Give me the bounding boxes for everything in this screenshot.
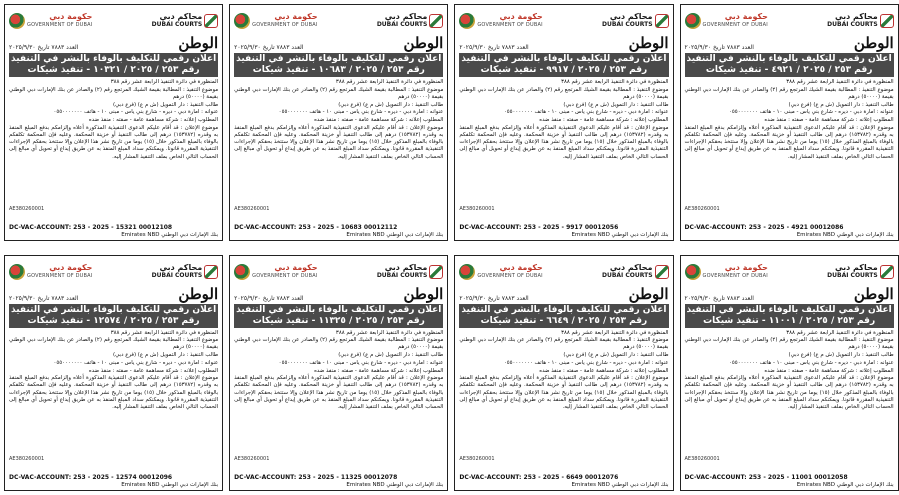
courts-emblem-icon xyxy=(429,14,443,28)
courts-emblem-icon xyxy=(655,265,669,279)
address-line: عنوانه : امارة دبي - ديره - شارع بني ياس - مبنى ١٠ - هاتف ٠٥٥٠٠٠٠٠٠٠ xyxy=(278,109,444,116)
courts-en: DUBAI COURTS xyxy=(827,21,878,28)
government-of-dubai-logo xyxy=(9,264,92,280)
subject-line: موضوع التنفيذ : المطالبة بقيمة الشيك المرتجع رقم (٢) والصادر عن بنك الإمارات دبي الوطني بقيمة (٥٠٠٠٠) درهم xyxy=(234,337,444,351)
case-number: رقم ٢٥٣ / ٢٠٢٥ / ٦٦٤٩ - تنفيذ شيكات xyxy=(480,315,648,326)
dubai-en: GOVERNMENT OF DUBAI xyxy=(477,272,543,279)
dubai-ar: حكومة دبي xyxy=(724,262,768,272)
headline-line-1: اعلان رقمي للتكليف بالوفاء بالنشر في التنفيذ xyxy=(11,304,217,315)
bank-line: بنك الإمارات دبي الوطني Emirates NBD xyxy=(571,231,669,238)
notice-text: موضوع الإعلان : قد أقام عليكم الدعوى التنفيذية المذكورة أعلاه وإلزامكم بدفع المبلغ المنفذ به وقدره (١٥٣٧٨٢) درهم إلى طالب التنفيذ أو خزينة المحكمة. وعليه فإن المحكمة تكلفكم بالوفاء بالمبلغ المذكور خلال (١٥) يوما من تاريخ نشر هذا الإعلان وإلا ستتخذ بحقكم الإجراءات التنفيذية المقررة قانونا. ويمكنكم سداد المبلغ المنفذ به عن طريق إيداع أو تحويل أي مبالغ إلى الحساب التالي الخاص بملف التنفيذ المشار إليه. xyxy=(459,124,669,160)
subject-line: موضوع التنفيذ : المطالبة بقيمة الشيك المرتجع رقم (٢) والصادر عن بنك الإمارات دبي الوطني بقيمة (٥٠٠٠٠) درهم xyxy=(684,337,894,351)
subject-line: موضوع التنفيذ : المطالبة بقيمة الشيك المرتجع رقم (٢) والصادر عن بنك الإمارات دبي الوطني بقيمة (٥٠٠٠٠) درهم xyxy=(459,337,669,351)
courts-en: DUBAI COURTS xyxy=(376,271,428,279)
bank-line: بنك الإمارات دبي الوطني Emirates NBD xyxy=(346,482,444,488)
court-line: المنظورة في دائرة التنفيذ الرابعة عشر رقم ٣٨٨ xyxy=(110,79,219,85)
address-line: عنوانه : امارة دبي - ديره - شارع بني ياس - مبنى ١٠ - هاتف ٠٥٥٠٠٠٠٠٠٠ xyxy=(729,109,894,116)
notices-grid xyxy=(4,4,894,491)
dubai-ar: حكومة دبي xyxy=(274,12,318,21)
dubai-crest-icon xyxy=(685,264,701,280)
newspaper-name: الوطن xyxy=(403,284,444,303)
dubai-ar: حكومة دبي xyxy=(274,262,318,272)
bank-line: بنك الإمارات دبي الوطني Emirates NBD xyxy=(121,482,219,488)
account-line: DC-VAC-ACCOUNT: 253 - 2025 - 12574 00012096 xyxy=(9,474,173,481)
address-line: عنوانه : امارة دبي - ديره - شارع بني ياس - مبنى ١٠ - هاتف ٠٥٥٠٠٠٠٠٠٠ xyxy=(729,359,894,366)
case-number: رقم ٢٥٣ / ٢٠٢٥ / ١١٣٢٥ - تنفيذ شيكات xyxy=(252,315,425,326)
courts-en: DUBAI COURTS xyxy=(151,21,203,28)
courts-emblem-icon xyxy=(429,265,443,279)
case-number: رقم ٢٥٣ / ٢٠٢٥ / ١١٠٠١ - تنفيذ شيكات xyxy=(703,315,876,326)
dubai-en: GOVERNMENT OF DUBAI xyxy=(477,22,543,28)
applicant-line: طالب التنفيذ : دار التمويل (ش م ع) (فرع دبي) xyxy=(563,101,669,108)
dubai-en: GOVERNMENT OF DUBAI xyxy=(252,272,318,279)
notice-text: موضوع الإعلان : قد أقام عليكم الدعوى التنفيذية المذكورة أعلاه وإلزامكم بدفع المبلغ المنفذ به وقدره (١٥٣٧٨٢) درهم إلى طالب التنفيذ أو خزينة المحكمة. وعليه فإن المحكمة تكلفكم بالوفاء بالمبلغ المذكور خلال (١٥) يوما من تاريخ نشر هذا الإعلان وإلا ستتخذ بحقكم الإجراءات التنفيذية المقررة قانونا. ويمكنكم سداد المبلغ المنفذ به عن طريق إيداع أو تحويل أي مبالغ إلى الحساب التالي الخاص بملف التنفيذ المشار إليه. xyxy=(684,124,894,160)
notified-line: المطلوب إعلانه : شركة مساهمة عامة - صفته : منفذ ضده xyxy=(539,367,669,374)
issue-date: العدد ٧٨٨٣ تاريخ ٢٠٢٥/٩/٣٠ xyxy=(684,44,754,51)
dubai-crest-icon xyxy=(234,264,250,280)
courts-en: DUBAI COURTS xyxy=(601,271,653,279)
case-number: رقم ٢٥٣ / ٢٠٢٥ / ٤٩٢١ - تنفيذ شيكات xyxy=(705,65,873,75)
case-number: رقم ٢٥٣ / ٢٠٢٥ / ١٠٣٢١ - تنفيذ شيكات xyxy=(27,65,200,75)
notified-line: المطلوب إعلانه : شركة مساهمة عامة - صفته : منفذ ضده xyxy=(764,367,894,374)
applicant-line: طالب التنفيذ : دار التمويل (ش م ع) (فرع دبي) xyxy=(788,352,894,359)
newspaper-name: الوطن xyxy=(853,34,894,52)
applicant-line: طالب التنفيذ : دار التمويل (ش م ع) (فرع دبي) xyxy=(113,352,219,359)
dubai-ar: حكومة دبي xyxy=(499,12,543,21)
account-line: DC-VAC-ACCOUNT: 253 - 2025 - 9917 00012056 xyxy=(459,223,619,231)
dubai-crest-icon xyxy=(459,13,475,29)
applicant-line: طالب التنفيذ : دار التمويل (ش م ع) (فرع دبي) xyxy=(563,352,669,359)
dubai-crest-icon xyxy=(234,13,250,29)
notified-line: المطلوب إعلانه : شركة مساهمة عامة - صفته : منفذ ضده xyxy=(314,367,444,374)
notice-card xyxy=(4,4,223,241)
newspaper-name: الوطن xyxy=(628,34,669,52)
dubai-ar: حكومة دبي xyxy=(49,262,93,272)
notice-headline xyxy=(234,304,443,328)
dubai-crest-icon xyxy=(685,13,701,29)
subject-line: موضوع التنفيذ : المطالبة بقيمة الشيك المرتجع رقم (٢) والصادر عن بنك الإمارات دبي الوطني بقيمة (٥٠٠٠٠) درهم xyxy=(684,86,894,100)
newspaper-name: الوطن xyxy=(178,284,219,303)
notice-headline xyxy=(685,53,894,77)
issue-date: العدد ٧٨٨٣ تاريخ ٢٠٢٥/٩/٣٠ xyxy=(459,44,529,51)
notice-header xyxy=(234,259,443,285)
issue-date: العدد ٧٨٨٣ تاريخ ٢٠٢٥/٩/٣٠ xyxy=(684,294,754,302)
headline-line-1: اعلان رقمي للتكليف بالوفاء بالنشر في التنفيذ xyxy=(236,54,442,64)
court-line: المنظورة في دائرة التنفيذ الرابعة عشر رقم ٣٨٨ xyxy=(335,329,444,336)
iban-code: AE380260001 xyxy=(234,205,270,212)
court-line: المنظورة في دائرة التنفيذ الرابعة عشر رقم ٣٨٨ xyxy=(110,329,219,336)
case-number: رقم ٢٥٣ / ٢٠٢٥ / ١٠٦٨٣ - تنفيذ شيكات xyxy=(252,65,425,75)
notice-header xyxy=(459,259,668,285)
notice-headline xyxy=(9,304,218,328)
court-line: المنظورة في دائرة التنفيذ الرابعة عشر رقم ٣٨٨ xyxy=(786,79,894,85)
account-line: DC-VAC-ACCOUNT: 253 - 2025 - 11001 00012058 xyxy=(684,474,848,481)
courts-ar: محاكم دبي xyxy=(159,12,203,21)
applicant-line: طالب التنفيذ : دار التمويل (ش م ع) (فرع دبي) xyxy=(113,101,219,108)
courts-ar: محاكم دبي xyxy=(835,262,878,272)
applicant-line: طالب التنفيذ : دار التمويل (ش م ع) (فرع دبي) xyxy=(788,101,894,108)
notice-card xyxy=(454,4,673,241)
dubai-courts-logo xyxy=(377,264,444,280)
headline-line-1: اعلان رقمي للتكليف بالوفاء بالنشر في التنفيذ xyxy=(236,304,442,315)
notice-body xyxy=(234,79,443,223)
bank-line: بنك الإمارات دبي الوطني Emirates NBD xyxy=(796,482,894,488)
dubai-ar: حكومة دبي xyxy=(724,12,768,21)
notice-headline xyxy=(9,53,218,77)
notice-headline xyxy=(459,53,668,77)
courts-ar: محاكم دبي xyxy=(835,12,878,21)
iban-code: AE380260001 xyxy=(684,456,720,462)
notice-headline xyxy=(459,304,668,328)
notice-header xyxy=(234,8,443,34)
iban-code: AE380260001 xyxy=(9,456,45,462)
notice-header xyxy=(685,259,894,285)
courts-ar: محاكم دبي xyxy=(159,262,203,272)
courts-en: DUBAI COURTS xyxy=(827,271,878,279)
address-line: عنوانه : امارة دبي - ديره - شارع بني ياس - مبنى ١٠ - هاتف ٠٥٥٠٠٠٠٠٠٠ xyxy=(53,109,219,116)
dubai-crest-icon xyxy=(459,264,475,280)
notice-text: موضوع الإعلان : قد أقام عليكم الدعوى التنفيذية المذكورة أعلاه وإلزامكم بدفع المبلغ المنفذ به وقدره (١٥٣٧٨٢) درهم إلى طالب التنفيذ أو خزينة المحكمة. وعليه فإن المحكمة تكلفكم بالوفاء بالمبلغ المذكور خلال (١٥) يوما من تاريخ نشر هذا الإعلان وإلا ستتخذ بحقكم الإجراءات التنفيذية المقررة قانونا. ويمكنكم سداد المبلغ المنفذ به عن طريق إيداع أو تحويل أي مبالغ إلى الحساب التالي الخاص بملف التنفيذ المشار إليه. xyxy=(684,375,894,411)
notice-header xyxy=(9,8,218,34)
court-line: المنظورة في دائرة التنفيذ الرابعة عشر رقم ٣٨٨ xyxy=(786,329,894,336)
notified-line: المطلوب إعلانه : شركة مساهمة عامة - صفته : منفذ ضده xyxy=(539,117,669,124)
subject-line: موضوع التنفيذ : المطالبة بقيمة الشيك المرتجع رقم (٢) والصادر عن بنك الإمارات دبي الوطني بقيمة (٥٠٠٠٠) درهم xyxy=(9,86,219,100)
court-line: المنظورة في دائرة التنفيذ الرابعة عشر رقم ٣٨٨ xyxy=(561,79,669,85)
dubai-courts-logo xyxy=(827,13,894,29)
notice-card xyxy=(680,4,899,241)
issue-date: العدد ٧٨٨٣ تاريخ ٢٠٢٥/٩/٣٠ xyxy=(459,294,529,302)
dubai-courts-logo xyxy=(152,264,219,280)
headline-line-1: اعلان رقمي للتكليف بالوفاء بالنشر في التنفيذ xyxy=(686,304,892,315)
dubai-courts-logo xyxy=(152,13,219,29)
government-of-dubai-logo xyxy=(234,264,317,280)
notified-line: المطلوب إعلانه : شركة مساهمة عامة - صفته : منفذ ضده xyxy=(88,117,219,124)
newspaper-name: الوطن xyxy=(403,34,444,52)
address-line: عنوانه : امارة دبي - ديره - شارع بني ياس - مبنى ١٠ - هاتف ٠٥٥٠٠٠٠٠٠٠ xyxy=(503,109,669,116)
courts-ar: محاكم دبي xyxy=(384,12,428,21)
courts-en: DUBAI COURTS xyxy=(376,21,428,28)
account-line: DC-VAC-ACCOUNT: 253 - 2025 - 10683 00012112 xyxy=(234,223,398,231)
notice-headline xyxy=(685,304,894,328)
headline-line-1: اعلان رقمي للتكليف بالوفاء بالنشر في التنفيذ xyxy=(461,304,667,315)
iban-code: AE380260001 xyxy=(684,205,720,212)
government-of-dubai-logo xyxy=(459,13,542,29)
dubai-en: GOVERNMENT OF DUBAI xyxy=(252,22,318,28)
government-of-dubai-logo xyxy=(9,13,92,29)
notice-body xyxy=(9,79,218,223)
notice-headline xyxy=(234,53,443,77)
iban-code: AE380260001 xyxy=(234,456,270,462)
address-line: عنوانه : امارة دبي - ديره - شارع بني ياس - مبنى ١٠ - هاتف ٠٥٥٠٠٠٠٠٠٠ xyxy=(53,359,219,366)
account-line: DC-VAC-ACCOUNT: 253 - 2025 - 11325 00012078 xyxy=(234,474,398,481)
notice-header xyxy=(459,8,668,34)
courts-emblem-icon xyxy=(880,265,894,279)
dubai-courts-logo xyxy=(827,264,894,280)
courts-ar: محاكم دبي xyxy=(609,12,653,21)
address-line: عنوانه : امارة دبي - ديره - شارع بني ياس - مبنى ١٠ - هاتف ٠٥٥٠٠٠٠٠٠٠ xyxy=(503,359,669,366)
applicant-line: طالب التنفيذ : دار التمويل (ش م ع) (فرع دبي) xyxy=(338,352,444,359)
headline-line-1: اعلان رقمي للتكليف بالوفاء بالنشر في التنفيذ xyxy=(461,54,667,64)
court-line: المنظورة في دائرة التنفيذ الرابعة عشر رقم ٣٨٨ xyxy=(561,329,669,336)
iban-code: AE380260001 xyxy=(459,456,495,462)
subject-line: موضوع التنفيذ : المطالبة بقيمة الشيك المرتجع رقم (٢) والصادر عن بنك الإمارات دبي الوطني بقيمة (٥٠٠٠٠) درهم xyxy=(459,86,669,100)
issue-date: العدد ٧٨٨٣ تاريخ ٢٠٢٥/٩/٣٠ xyxy=(9,294,79,302)
newspaper-name: الوطن xyxy=(853,284,894,303)
dubai-en: GOVERNMENT OF DUBAI xyxy=(702,22,768,28)
dubai-crest-icon xyxy=(9,264,25,280)
courts-en: DUBAI COURTS xyxy=(601,21,653,28)
newspaper-name: الوطن xyxy=(178,34,219,52)
subject-line: موضوع التنفيذ : المطالبة بقيمة الشيك المرتجع رقم (٢) والصادر عن بنك الإمارات دبي الوطني بقيمة (٥٠٠٠٠) درهم xyxy=(234,86,444,100)
notice-body xyxy=(459,330,668,474)
dubai-courts-logo xyxy=(602,264,669,280)
case-number: رقم ٢٥٣ / ٢٠٢٥ / ٩٩١٧ - تنفيذ شيكات xyxy=(480,65,648,75)
account-line: DC-VAC-ACCOUNT: 253 - 2025 - 6649 00012076 xyxy=(459,474,619,481)
courts-ar: محاكم دبي xyxy=(609,262,653,272)
notice-card xyxy=(680,255,899,492)
issue-date: العدد ٧٨٨٣ تاريخ ٢٠٢٥/٩/٣٠ xyxy=(9,44,79,51)
case-number: رقم ٢٥٣ / ٢٠٢٥ / ١٢٥٧٤ - تنفيذ شيكات xyxy=(27,315,200,326)
government-of-dubai-logo xyxy=(459,264,542,280)
account-line: DC-VAC-ACCOUNT: 253 - 2025 - 4921 00012086 xyxy=(684,223,844,231)
iban-code: AE380260001 xyxy=(459,205,495,212)
dubai-en: GOVERNMENT OF DUBAI xyxy=(27,272,93,279)
notice-text: موضوع الإعلان : قد أقام عليكم الدعوى التنفيذية المذكورة أعلاه وإلزامكم بدفع المبلغ المنفذ به وقدره (١٥٣٧٨٢) درهم إلى طالب التنفيذ أو خزينة المحكمة. وعليه فإن المحكمة تكلفكم بالوفاء بالمبلغ المذكور خلال (١٥) يوما من تاريخ نشر هذا الإعلان وإلا ستتخذ بحقكم الإجراءات التنفيذية المقررة قانونا. ويمكنكم سداد المبلغ المنفذ به عن طريق إيداع أو تحويل أي مبالغ إلى الحساب التالي الخاص بملف التنفيذ المشار إليه. xyxy=(459,375,669,411)
government-of-dubai-logo xyxy=(685,264,768,280)
subject-line: موضوع التنفيذ : المطالبة بقيمة الشيك المرتجع رقم (٢) والصادر عن بنك الإمارات دبي الوطني بقيمة (٥٠٠٠٠) درهم xyxy=(9,337,219,351)
address-line: عنوانه : امارة دبي - ديره - شارع بني ياس - مبنى ١٠ - هاتف ٠٥٥٠٠٠٠٠٠٠ xyxy=(278,359,444,366)
notice-body xyxy=(459,79,668,223)
issue-date: العدد ٧٨٨٣ تاريخ ٢٠٢٥/٩/٣٠ xyxy=(234,294,304,302)
courts-ar: محاكم دبي xyxy=(384,262,428,272)
notice-header xyxy=(685,8,894,34)
issue-date: العدد ٧٨٨٣ تاريخ ٢٠٢٥/٩/٣٠ xyxy=(234,44,304,51)
bank-line: بنك الإمارات دبي الوطني Emirates NBD xyxy=(571,482,669,488)
dubai-ar: حكومة دبي xyxy=(49,12,93,21)
government-of-dubai-logo xyxy=(685,13,768,29)
courts-emblem-icon xyxy=(204,14,218,28)
notice-body xyxy=(685,330,894,474)
bank-line: بنك الإمارات دبي الوطني Emirates NBD xyxy=(346,231,444,238)
courts-emblem-icon xyxy=(204,265,218,279)
courts-emblem-icon xyxy=(655,14,669,28)
iban-code: AE380260001 xyxy=(9,205,45,212)
account-line: DC-VAC-ACCOUNT: 253 - 2025 - 15321 00012108 xyxy=(9,223,173,231)
notice-text: موضوع الإعلان : قد أقام عليكم الدعوى التنفيذية المذكورة أعلاه وإلزامكم بدفع المبلغ المنفذ به وقدره (١٥٣٧٨٢) درهم إلى طالب التنفيذ أو خزينة المحكمة. وعليه فإن المحكمة تكلفكم بالوفاء بالمبلغ المذكور خلال (١٥) يوما من تاريخ نشر هذا الإعلان وإلا ستتخذ بحقكم الإجراءات التنفيذية المقررة قانونا. ويمكنكم سداد المبلغ المنفذ به عن طريق إيداع أو تحويل أي مبالغ إلى الحساب التالي الخاص بملف التنفيذ المشار إليه. xyxy=(234,124,444,160)
courts-en: DUBAI COURTS xyxy=(151,271,203,279)
notice-text: موضوع الإعلان : قد أقام عليكم الدعوى التنفيذية المذكورة أعلاه وإلزامكم بدفع المبلغ المنفذ به وقدره (١٥٣٧٨٢) درهم إلى طالب التنفيذ أو خزينة المحكمة. وعليه فإن المحكمة تكلفكم بالوفاء بالمبلغ المذكور خلال (١٥) يوما من تاريخ نشر هذا الإعلان وإلا ستتخذ بحقكم الإجراءات التنفيذية المقررة قانونا. ويمكنكم سداد المبلغ المنفذ به عن طريق إيداع أو تحويل أي مبالغ إلى الحساب التالي الخاص بملف التنفيذ المشار إليه. xyxy=(9,124,219,160)
notice-body xyxy=(9,330,218,474)
notice-card xyxy=(229,4,448,241)
notice-card xyxy=(4,255,223,492)
notice-card xyxy=(229,255,448,492)
applicant-line: طالب التنفيذ : دار التمويل (ش م ع) (فرع دبي) xyxy=(338,101,444,108)
newspaper-name: الوطن xyxy=(628,284,669,303)
notice-text: موضوع الإعلان : قد أقام عليكم الدعوى التنفيذية المذكورة أعلاه وإلزامكم بدفع المبلغ المنفذ به وقدره (١٥٣٧٨٢) درهم إلى طالب التنفيذ أو خزينة المحكمة. وعليه فإن المحكمة تكلفكم بالوفاء بالمبلغ المذكور خلال (١٥) يوما من تاريخ نشر هذا الإعلان وإلا ستتخذ بحقكم الإجراءات التنفيذية المقررة قانونا. ويمكنكم سداد المبلغ المنفذ به عن طريق إيداع أو تحويل أي مبالغ إلى الحساب التالي الخاص بملف التنفيذ المشار إليه. xyxy=(9,375,219,411)
dubai-en: GOVERNMENT OF DUBAI xyxy=(27,22,93,28)
dubai-crest-icon xyxy=(9,13,25,29)
bank-line: بنك الإمارات دبي الوطني Emirates NBD xyxy=(796,231,894,238)
notified-line: المطلوب إعلانه : شركة مساهمة عامة - صفته : منفذ ضده xyxy=(764,117,894,124)
notice-text: موضوع الإعلان : قد أقام عليكم الدعوى التنفيذية المذكورة أعلاه وإلزامكم بدفع المبلغ المنفذ به وقدره (١٥٣٧٨٢) درهم إلى طالب التنفيذ أو خزينة المحكمة. وعليه فإن المحكمة تكلفكم بالوفاء بالمبلغ المذكور خلال (١٥) يوما من تاريخ نشر هذا الإعلان وإلا ستتخذ بحقكم الإجراءات التنفيذية المقررة قانونا. ويمكنكم سداد المبلغ المنفذ به عن طريق إيداع أو تحويل أي مبالغ إلى الحساب التالي الخاص بملف التنفيذ المشار إليه. xyxy=(234,375,444,411)
bank-line: بنك الإمارات دبي الوطني Emirates NBD xyxy=(121,231,219,238)
government-of-dubai-logo xyxy=(234,13,317,29)
dubai-en: GOVERNMENT OF DUBAI xyxy=(702,272,768,279)
notice-card xyxy=(454,255,673,492)
headline-line-1: اعلان رقمي للتكليف بالوفاء بالنشر في التنفيذ xyxy=(686,54,892,64)
notified-line: المطلوب إعلانه : شركة مساهمة عامة - صفته : منفذ ضده xyxy=(314,117,444,124)
dubai-courts-logo xyxy=(602,13,669,29)
dubai-ar: حكومة دبي xyxy=(499,262,543,272)
notified-line: المطلوب إعلانه : شركة مساهمة عامة - صفته : منفذ ضده xyxy=(88,367,219,374)
dubai-courts-logo xyxy=(377,13,444,29)
courts-emblem-icon xyxy=(880,14,894,28)
notice-body xyxy=(234,330,443,474)
notice-body xyxy=(685,79,894,223)
headline-line-1: اعلان رقمي للتكليف بالوفاء بالنشر في التنفيذ xyxy=(11,54,217,64)
notice-header xyxy=(9,259,218,285)
court-line: المنظورة في دائرة التنفيذ الرابعة عشر رقم ٣٨٨ xyxy=(335,79,444,85)
